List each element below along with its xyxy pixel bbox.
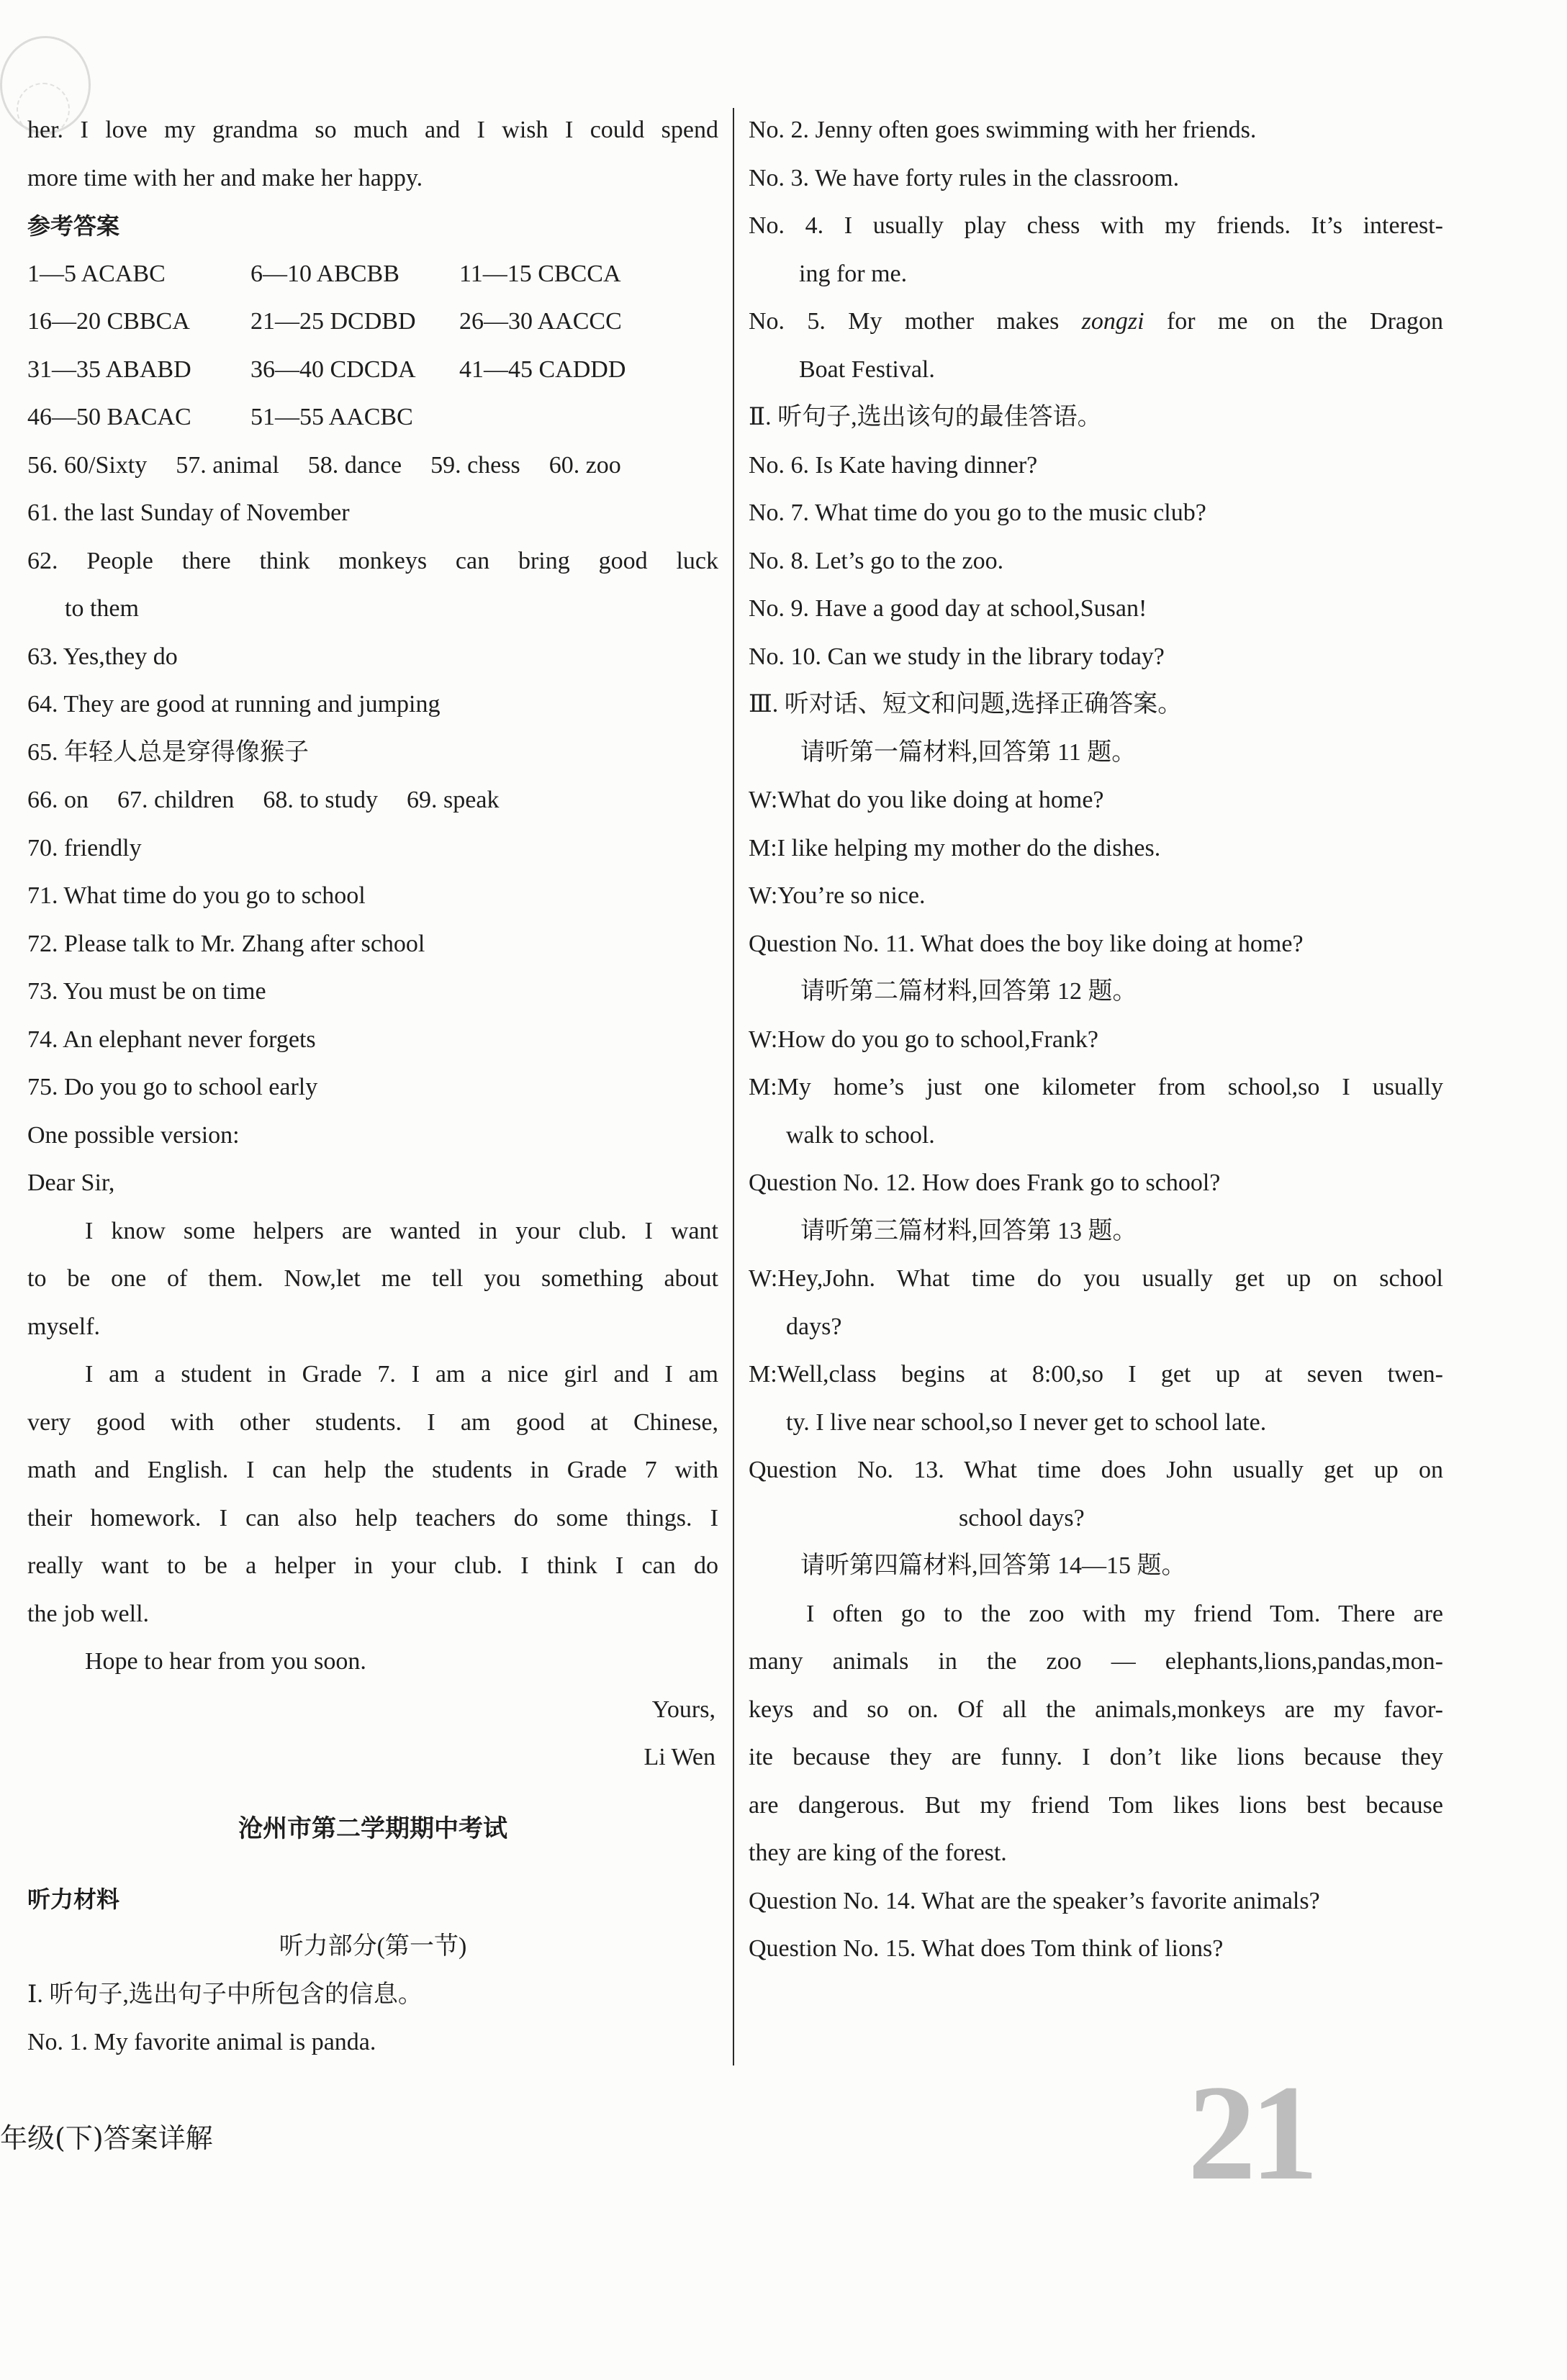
dialogue-line-cont: days? — [786, 1313, 842, 1340]
answer-row: 31—35 ABABD 36—40 CDCDA 41—45 CADDD — [27, 356, 626, 383]
page-number: 21 — [1188, 2058, 1313, 2209]
listening-item: No. 7. What time do you go to the music club? — [749, 499, 1206, 526]
question-line-cont: school days? — [959, 1504, 1085, 1531]
footer-label: 年级(下)答案详解 — [0, 2122, 213, 2154]
answer-row: 1—5 ACABC 6—10 ABCBB 11—15 CBCCA — [27, 260, 621, 287]
material-heading: 请听第四篇材料,回答第 14—15 题。 — [800, 1552, 1186, 1579]
listening-item: No. 1. My favorite animal is panda. — [27, 2029, 376, 2055]
listening-item: No. 2. Jenny often goes swimming with her friends. — [749, 117, 1257, 143]
dialogue-line: M:My home’s just one kilometer from school,so I usually — [749, 1074, 1443, 1100]
dialogue-line: W:What do you like doing at home? — [749, 787, 1104, 813]
material-heading: 请听第一篇材料,回答第 11 题。 — [800, 738, 1137, 766]
passage-line: are dangerous. But my friend Tom likes lions best because — [749, 1791, 1443, 1819]
material-heading: 请听第三篇材料,回答第 13 题。 — [800, 1217, 1137, 1244]
letter-line: very good with other students. I am good at Chinese, — [27, 1408, 718, 1436]
letter-line: to be one of them. Now,let me tell you something about — [27, 1265, 718, 1292]
left-column — [27, 107, 718, 2067]
question-line: Question No. 14. What are the speaker’s favorite animals? — [749, 1887, 1320, 1914]
listening-item: No. 5. My mother makes zongzi for me on the Dragon — [749, 308, 1443, 335]
listening-item: No. 10. Can we study in the library today? — [749, 643, 1165, 670]
answer-item: 62. People there think monkeys can bring good luck — [27, 547, 718, 574]
text-line: more time with her and make her happy. — [27, 164, 423, 191]
question-line: Question No. 15. What does Tom think of lions? — [749, 1935, 1224, 1962]
letter-closing: Hope to hear from you soon. — [85, 1648, 366, 1675]
answers-heading: 参考答案 — [27, 212, 120, 240]
column-divider — [733, 108, 734, 2065]
question-line: Question No. 13. What time does John usually get up on — [749, 1457, 1443, 1483]
answer-item: 65. 年轻人总是穿得像猴子 — [27, 738, 309, 766]
passage-line: many animals in the zoo — elephants,lions,pandas,mon- — [749, 1648, 1443, 1675]
section-heading: Ⅰ. 听句子,选出句子中所包含的信息。 — [27, 1981, 423, 2008]
dialogue-line-cont: ty. I live near school,so I never get to school late. — [786, 1408, 1267, 1436]
dialogue-line: W:Hey,John. What time do you usually get up on school — [749, 1265, 1443, 1292]
version-label: One possible version: — [27, 1121, 240, 1149]
dialogue-line: W:How do you go to school,Frank? — [749, 1026, 1099, 1053]
question-line: Question No. 11. What does the boy like doing at home? — [749, 930, 1304, 957]
answer-row: 56. 60/Sixty 57. animal 58. dance 59. chess 60. zoo — [27, 451, 621, 479]
answer-item-cont: to them — [65, 595, 139, 622]
dialogue-line: M:Well,class begins at 8:00,so I get up at seven twen- — [749, 1361, 1443, 1388]
passage-line: I often go to the zoo with my friend Tom. There are — [806, 1600, 1443, 1627]
listening-item-cont: Boat Festival. — [799, 356, 935, 383]
letter-line: I am a student in Grade 7. I am a nice girl and I am — [85, 1361, 718, 1388]
passage-line: keys and so on. Of all the animals,monkeys are my favor- — [749, 1696, 1443, 1723]
answer-item: 74. An elephant never forgets — [27, 1026, 316, 1053]
answer-row: 66. on 67. children 68. to study 69. speak — [27, 787, 500, 813]
listening-item: No. 3. We have forty rules in the classroom. — [749, 164, 1180, 191]
section-heading: Ⅱ. 听句子,选出该句的最佳答语。 — [749, 404, 1102, 430]
letter-line: myself. — [27, 1313, 101, 1340]
listening-item: No. 6. Is Kate having dinner? — [749, 451, 1038, 479]
answer-item: 73. You must be on time — [27, 978, 266, 1005]
answer-item: 63. Yes,they do — [27, 643, 178, 670]
answer-item: 64. They are good at running and jumping — [27, 691, 441, 718]
letter-line: math and English. I can help the students in Grade 7 with — [27, 1457, 718, 1483]
section-heading: Ⅲ. 听对话、短文和问题,选择正确答案。 — [749, 691, 1183, 718]
material-heading: 请听第二篇材料,回答第 12 题。 — [800, 978, 1137, 1005]
letter-line: I know some helpers are wanted in your club. I want — [85, 1217, 718, 1244]
dialogue-line: M:I like helping my mother do the dishes. — [749, 834, 1161, 861]
letter-line: their homework. I can also help teachers do some things. I — [27, 1504, 718, 1531]
listening-item: No. 4. I usually play chess with my friends. It’s interest- — [749, 212, 1443, 239]
letter-sign: Yours, — [651, 1696, 715, 1723]
letter-salutation: Dear Sir, — [27, 1169, 115, 1196]
text-line: her. I love my grandma so much and I wish I could spend — [27, 117, 718, 143]
answer-item: 71. What time do you go to school — [27, 882, 366, 909]
passage-line: they are king of the forest. — [749, 1840, 1007, 1866]
listening-item: No. 9. Have a good day at school,Susan! — [749, 595, 1147, 622]
answer-item: 61. the last Sunday of November — [27, 499, 350, 526]
part-heading: 听力部分(第一节) — [279, 1933, 467, 1960]
exam-title: 沧州市第二学期期中考试 — [238, 1814, 507, 1843]
letter-sign: Li Wen — [643, 1744, 715, 1770]
answer-item: 72. Please talk to Mr. Zhang after school — [27, 930, 425, 957]
listening-item-cont: ing for me. — [799, 260, 908, 287]
passage-line: ite because they are funny. I don’t like lions because they — [749, 1744, 1443, 1770]
listening-heading: 听力材料 — [27, 1885, 120, 1913]
right-column — [749, 107, 1443, 1973]
answer-item: 70. friendly — [27, 834, 142, 861]
dialogue-line-cont: walk to school. — [786, 1121, 935, 1149]
letter-line: really want to be a helper in your club. I think I can do — [27, 1552, 718, 1579]
answer-row: 16—20 CBBCA 21—25 DCDBD 26—30 AACCC — [27, 308, 622, 335]
question-line: Question No. 12. How does Frank go to school? — [749, 1169, 1221, 1196]
listening-item: No. 8. Let’s go to the zoo. — [749, 547, 1004, 574]
answer-item: 75. Do you go to school early — [27, 1074, 318, 1100]
answer-row: 46—50 BACAC 51—55 AACBC — [27, 404, 413, 430]
dialogue-line: W:You’re so nice. — [749, 882, 926, 909]
letter-line: the job well. — [27, 1600, 150, 1627]
